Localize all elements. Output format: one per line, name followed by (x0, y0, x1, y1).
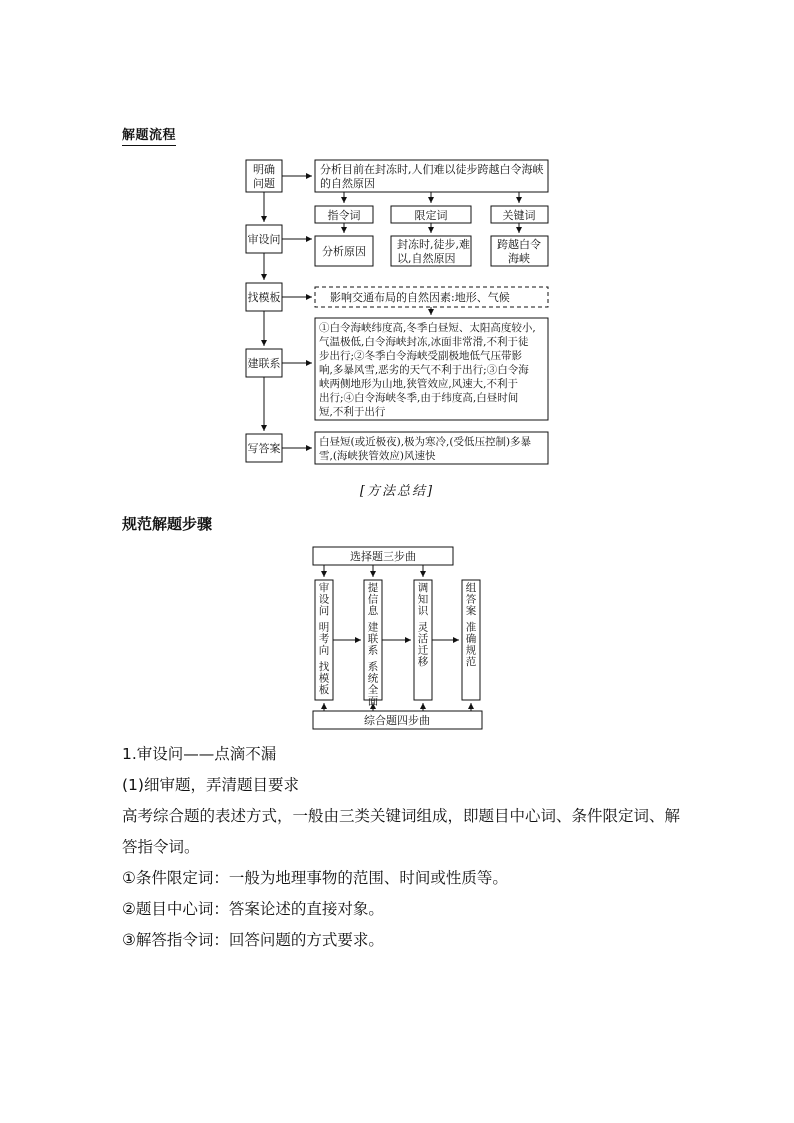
heading-solving-flow: 解题流程 (122, 124, 176, 146)
keyword-value-3-line2: 海峡 (508, 252, 530, 265)
body-text (122, 739, 692, 956)
column-2-char: 全 (367, 684, 379, 696)
heading-standard-steps: 规范解题步骤 (122, 515, 213, 533)
link-box (315, 318, 548, 420)
left-step-3 (246, 283, 282, 311)
list-item-2: ②题目中心词：答案论述的直接对象。 (122, 900, 384, 918)
question-box (315, 160, 548, 192)
keyword-value-2-line1: 封冻时,徒步,难 (397, 238, 470, 251)
left-step-1 (246, 160, 282, 192)
column-2-char: 信 (367, 593, 379, 606)
column-2-char: 统 (367, 672, 379, 685)
keyword-value-3-line1: 跨越白令 (497, 238, 541, 251)
link-line3: 步出行;②冬季白令海峡受副极地低气压带影 (319, 350, 523, 362)
column-4-char: 准 (465, 621, 477, 634)
question-line2: 的自然原因 (320, 177, 375, 190)
column-2-char: 系 (367, 661, 379, 673)
keyword-value-2-line2: 以,自然原因 (397, 252, 456, 265)
column-1-char: 板 (318, 684, 330, 696)
subheading-1-1: (1)细审题，弄清题目要求 (122, 776, 299, 794)
column-2-char: 提 (367, 582, 379, 594)
column-4-char: 答 (465, 593, 477, 606)
left-step-3-label: 找模板 (247, 291, 281, 304)
column-3-char: 调 (417, 582, 429, 594)
left-step-2 (246, 225, 282, 253)
question-line1: 分析目前在封冻时,人们难以徒步跨越白令海峡 (320, 163, 544, 176)
top-bar (313, 547, 453, 565)
answer-line2: 雪,(海峡狭管效应)风速快 (319, 450, 436, 462)
bottom-bar-label: 综合题四步曲 (364, 714, 430, 727)
top-bar-label: 选择题三步曲 (350, 550, 416, 563)
column-2-char: 面 (367, 695, 379, 708)
keyword-value-1-label: 分析原因 (322, 245, 366, 258)
link-line5: 峡两侧地形为山地,狭管效应,风速大,不利于 (319, 378, 519, 390)
link-line1: ①白令海峡纬度高,冬季白昼短、太阳高度较小, (319, 322, 536, 334)
keyword-type-1-label: 指令词 (327, 209, 361, 222)
keyword-value-2 (391, 236, 471, 266)
link-line6: 出行;④白令海峡冬季,由于纬度高,白昼时间 (319, 392, 519, 404)
column-1-char: 模 (318, 672, 330, 685)
left-step-1-line2: 问题 (253, 177, 275, 190)
column-3-char: 活 (417, 633, 429, 645)
left-step-4 (246, 349, 282, 377)
column-2-char: 联 (367, 633, 379, 645)
column-3-char: 灵 (417, 621, 429, 634)
keyword-type-3 (491, 206, 548, 223)
left-step-1-line1: 明确 (253, 163, 275, 176)
paragraph-1: 高考综合题的表述方式，一般由三类关键词组成，即题目中心词、条件限定词、解答指令词。 (122, 807, 681, 856)
list-item-1: ①条件限定词：一般为地理事物的范围、时间或性质等。 (122, 869, 508, 887)
column-2-char: 建 (367, 621, 379, 634)
answer-line1: 白昼短(或近极夜),极为寒冷,(受低压控制)多暴 (319, 436, 532, 448)
link-line7: 短,不利于出行 (319, 406, 386, 418)
column-texts (319, 581, 477, 708)
column-1-char: 向 (318, 644, 330, 657)
method-summary-caption: [方法总结] (359, 484, 435, 499)
column-2-char: 系 (367, 644, 379, 657)
left-step-4-label: 建联系 (247, 357, 281, 370)
column-1-char: 找 (318, 661, 330, 673)
column-1-char: 设 (318, 593, 330, 606)
list-item-3: ③解答指令词：回答问题的方式要求。 (122, 931, 384, 949)
column-4-char: 规 (465, 644, 477, 657)
column-1-char: 考 (318, 633, 330, 645)
column-1-char: 明 (318, 621, 330, 634)
keyword-value-3 (491, 236, 548, 266)
bottom-bar (313, 711, 482, 729)
column-4-char: 范 (465, 656, 477, 668)
left-step-5 (246, 434, 282, 462)
keyword-type-2 (391, 206, 471, 223)
column-4-char: 案 (465, 605, 477, 617)
link-line4: 响,多暴风雪,恶劣的天气不利于出行;③白令海 (319, 364, 529, 376)
keyword-type-1 (315, 206, 373, 223)
column-1-char: 问 (318, 605, 330, 617)
keyword-value-1 (315, 236, 373, 266)
answer-box (315, 432, 548, 464)
column-4-char: 组 (465, 582, 477, 594)
column-3-char: 知 (417, 593, 429, 606)
keyword-type-3-label: 关键词 (502, 209, 536, 222)
column-2-char: 息 (367, 605, 379, 617)
column-1-char: 审 (318, 582, 330, 594)
keyword-type-2-label: 限定词 (414, 209, 448, 222)
link-line2: 气温极低,白令海峡封冻,冰面非常滑,不利于徒 (319, 336, 529, 348)
column-3-char: 移 (417, 656, 429, 668)
left-step-5-label: 写答案 (247, 442, 281, 455)
column-3-char: 迁 (417, 644, 429, 657)
template-box (315, 287, 548, 307)
subheading-1: 1.审设问——点滴不漏 (122, 745, 277, 763)
left-step-2-label: 审设问 (247, 233, 281, 246)
column-3-char: 识 (417, 605, 429, 617)
template-label: 影响交通布局的自然因素:地形、气候 (330, 291, 510, 304)
column-4-char: 确 (465, 633, 477, 645)
